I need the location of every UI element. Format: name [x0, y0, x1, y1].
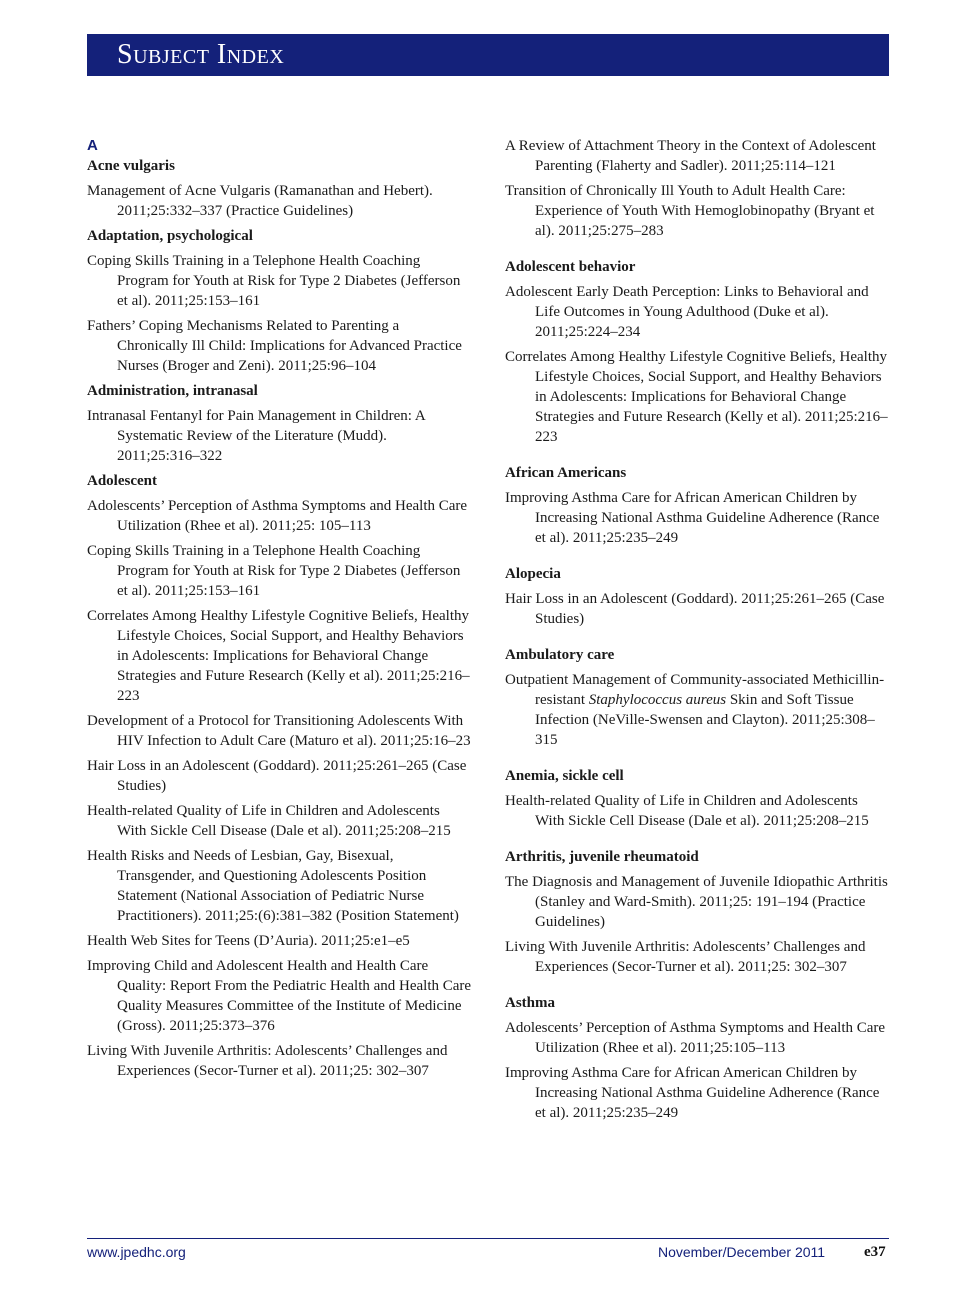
right-column	[505, 136, 890, 1128]
page-number: e37	[864, 1244, 886, 1260]
index-entry: Outpatient Management of Community-associated Methicillin-resistant Staphylococcus aureus Skin and Soft Tissue Infection (NeVille-Swensen and Clayton). 2011;25:308–315	[505, 672, 885, 748]
index-heading: Alopecia	[505, 566, 561, 582]
index-heading: African Americans	[505, 465, 627, 481]
index-entry: Health-related Quality of Life in Children and Adolescents With Sickle Cell Disease (Dale et al). 2011;25:208–215	[505, 793, 869, 829]
index-entry: Adolescent Early Death Perception: Links to Behavioral and Life Outcomes in Young Adulthood (Duke et al). 2011;25:224–234	[505, 284, 869, 340]
index-entry: Health Risks and Needs of Lesbian, Gay, Bisexual, Transgender, and Questioning Adolescents Position Statement (National Association of Pediatric Nurse Practitioners). 2011;25:(6):381–382 (Position Statement)	[87, 848, 459, 924]
index-heading: Acne vulgaris	[87, 158, 175, 174]
index-entry: Transition of Chronically Ill Youth to Adult Health Care: Experience of Youth With Hemoglobinopathy (Bryant et al). 2011;25:275–283	[505, 183, 875, 239]
page-title: Subject Index	[117, 39, 285, 70]
index-entry: Hair Loss in an Adolescent (Goddard). 2011;25:261–265 (Case Studies)	[505, 591, 885, 627]
index-entry: A Review of Attachment Theory in the Context of Adolescent Parenting (Flaherty and Sadler). 2011;25:114–121	[505, 138, 876, 174]
header-bar	[87, 34, 889, 76]
index-entry: Development of a Protocol for Transitioning Adolescents With HIV Infection to Adult Care (Maturo et al). 2011;25:16–23	[87, 713, 471, 749]
index-entry: Health Web Sites for Teens (D’Auria). 2011;25:e1–e5	[87, 933, 410, 949]
index-heading: Ambulatory care	[505, 647, 615, 663]
footer-issue-date: November/December 2011	[658, 1244, 826, 1260]
index-entry: Intranasal Fentanyl for Pain Management in Children: A Systematic Review of the Literature (Mudd). 2011;25:316–322	[87, 408, 425, 464]
index-letter: A	[87, 137, 98, 154]
index-entry: Management of Acne Vulgaris (Ramanathan and Hebert). 2011;25:332–337 (Practice Guidelines)	[87, 183, 433, 219]
index-entry: Improving Child and Adolescent Health and Health Care Quality: Report From the Pediatric Health and Health Care Quality Measures Committee of the Institute of Medicine (Gross). 2011;25:373–376	[87, 958, 472, 1034]
index-entry: Hair Loss in an Adolescent (Goddard). 2011;25:261–265 (Case Studies)	[87, 758, 467, 794]
index-entry: Fathers’ Coping Mechanisms Related to Parenting a Chronically Ill Child: Implications for Advanced Practice Nurses (Broger and Zeni). 2011;25:96–104	[87, 318, 462, 374]
index-heading: Anemia, sickle cell	[505, 768, 624, 784]
index-heading: Adolescent	[87, 473, 157, 489]
index-entry: Coping Skills Training in a Telephone Health Coaching Program for Youth at Risk for Type 2 Diabetes (Jefferson et al). 2011;25:153–161	[87, 543, 461, 599]
index-entry: Living With Juvenile Arthritis: Adolescents’ Challenges and Experiences (Secor-Turner et al). 2011;25: 302–307	[87, 1043, 448, 1079]
footer-rule	[87, 1238, 889, 1239]
index-entry: Health-related Quality of Life in Children and Adolescents With Sickle Cell Disease (Dale et al). 2011;25:208–215	[87, 803, 451, 839]
index-entry: Living With Juvenile Arthritis: Adolescents’ Challenges and Experiences (Secor-Turner et al). 2011;25: 302–307	[505, 939, 866, 975]
index-heading: Arthritis, juvenile rheumatoid	[505, 849, 699, 865]
index-heading: Asthma	[505, 995, 556, 1011]
left-column	[87, 136, 472, 1086]
index-entry: Correlates Among Healthy Lifestyle Cognitive Beliefs, Healthy Lifestyle Choices, Social Support, and Healthy Behaviors in Adolescents: Implications for Behavioral Change Strategies and Future Research (Kelly et al). 2011;25:216–223	[87, 608, 470, 704]
index-entry: Improving Asthma Care for African American Children by Increasing National Asthma Guideline Adherence (Rance et al). 2011;25:235–249	[505, 490, 880, 546]
index-heading: Adolescent behavior	[505, 259, 636, 275]
index-entry: Correlates Among Healthy Lifestyle Cognitive Beliefs, Healthy Lifestyle Choices, Social Support, and Healthy Behaviors in Adolescents: Implications for Behavioral Change Strategies and Future Research (Kelly et al). 2011;25:216–223	[505, 349, 888, 445]
index-entry: Coping Skills Training in a Telephone Health Coaching Program for Youth at Risk for Type 2 Diabetes (Jefferson et al). 2011;25:153–161	[87, 253, 461, 309]
footer-url-link[interactable]: www.jpedhc.org	[87, 1244, 186, 1260]
index-entry: The Diagnosis and Management of Juvenile Idiopathic Arthritis (Stanley and Ward-Smith). 2011;25: 191–194 (Practice Guidelines)	[505, 874, 888, 930]
index-entry: Improving Asthma Care for African American Children by Increasing National Asthma Guideline Adherence (Rance et al). 2011;25:235–249	[505, 1065, 880, 1121]
index-heading: Administration, intranasal	[87, 383, 258, 399]
index-entry: Adolescents’ Perception of Asthma Symptoms and Health Care Utilization (Rhee et al). 2011;25: 105–113	[87, 498, 468, 534]
index-entry: Adolescents’ Perception of Asthma Symptoms and Health Care Utilization (Rhee et al). 2011;25:105–113	[505, 1020, 886, 1056]
index-heading: Adaptation, psychological	[87, 228, 253, 244]
